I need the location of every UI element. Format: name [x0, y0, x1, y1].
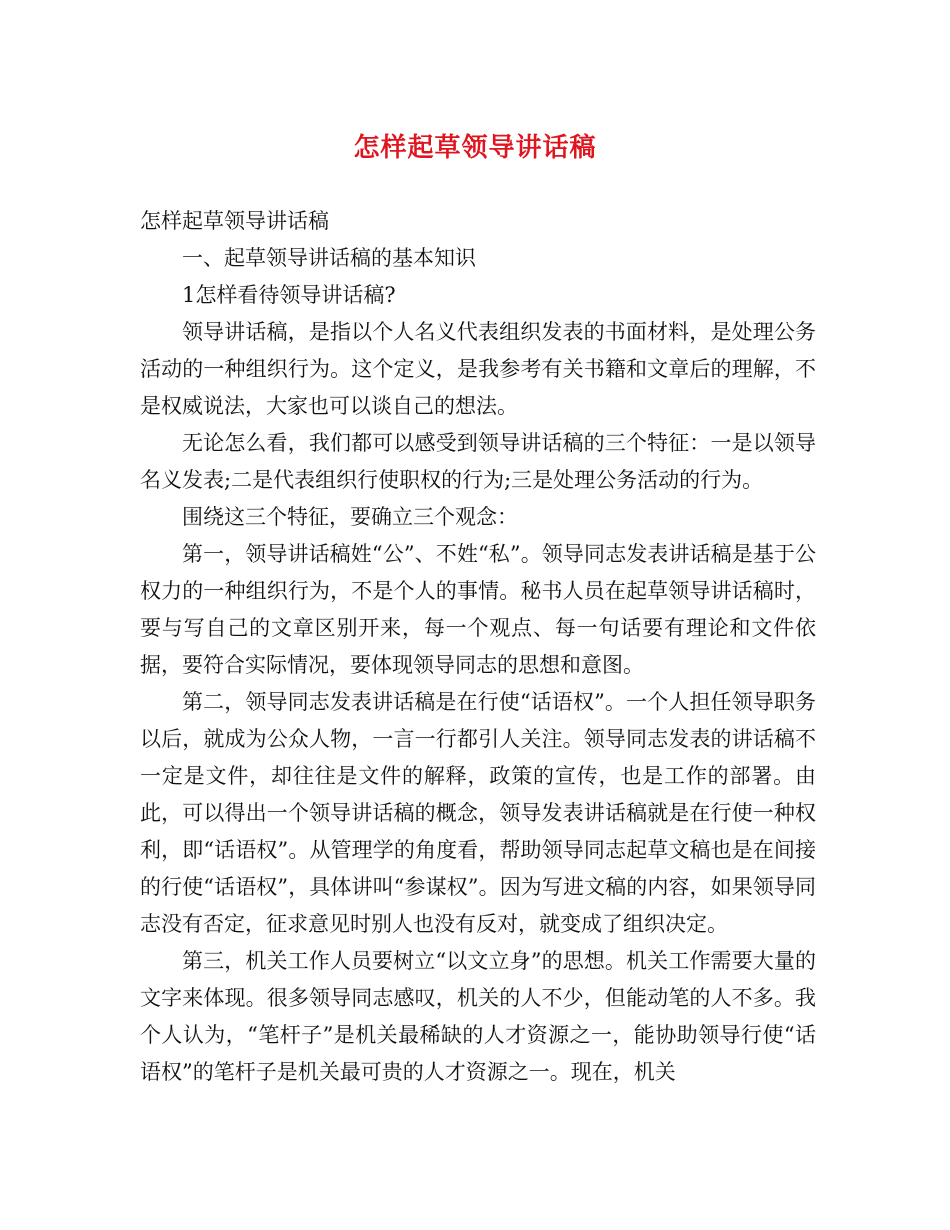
paragraph-first-concept: 第一，领导讲话稿姓“公”、不姓“私”。领导同志发表讲话稿是基于公权力的一种组织行为，不是个人的事情。秘书人员在起草领导讲话稿时，要与写自己的文章区别开来，每一个观点、每一句话要有理论和文件依据，要符合实际情况，要体现领导同志的思想和意图。 — [140, 542, 816, 677]
paragraph-second-concept: 第二，领导同志发表讲话稿是在行使“话语权”。一个人担任领导职务以后，就成为公众人物，一言一行都引人关注。领导同志发表的讲话稿不一定是文件，却往往是文件的解释，政策的宣传，也是工作的部署。由此，可以得出一个领导讲话稿的概念，领导发表讲话稿就是在行使一种权利，即“话语权”。从管理学的角度看，帮助领导同志起草文稿也是在间接的行使“话语权”，具体讲叫“参谋权”。因为写进文稿的内容，如果领导同志没有否定，征求意见时别人也没有反对，就变成了组织决定。 — [140, 690, 816, 936]
paragraph-features: 无论怎么看，我们都可以感受到领导讲话稿的三个特征：一是以领导名义发表;二是代表组织行使职权的行为;三是处理公务活动的行为。 — [140, 431, 816, 492]
paragraph-heading: 怎样起草领导讲话稿 — [140, 209, 329, 233]
document-title: 怎样起草领导讲话稿 — [353, 133, 597, 163]
paragraph-question: 1怎样看待领导讲话稿? — [182, 283, 396, 307]
paragraph-definition: 领导讲话稿，是指以个人名义代表组织发表的书面材料，是处理公务活动的一种组织行为。这个定义，是我参考有关书籍和文章后的理解，不是权威说法，大家也可以谈自己的想法。 — [140, 320, 816, 418]
paragraph-section-heading: 一、起草领导讲话稿的基本知识 — [182, 246, 476, 270]
paragraph-concepts-intro: 围绕这三个特征，要确立三个观念： — [182, 505, 518, 529]
paragraph-third-concept: 第三，机关工作人员要树立“以文立身”的思想。机关工作需要大量的文字来体现。很多领导同志感叹，机关的人不少，但能动笔的人不多。我个人认为，“笔杆子”是机关最稀缺的人才资源之一，能协助领导行使“话语权”的笔杆子是机关最可贵的人才资源之一。现在，机关 — [140, 949, 816, 1084]
document-body — [140, 203, 816, 1091]
